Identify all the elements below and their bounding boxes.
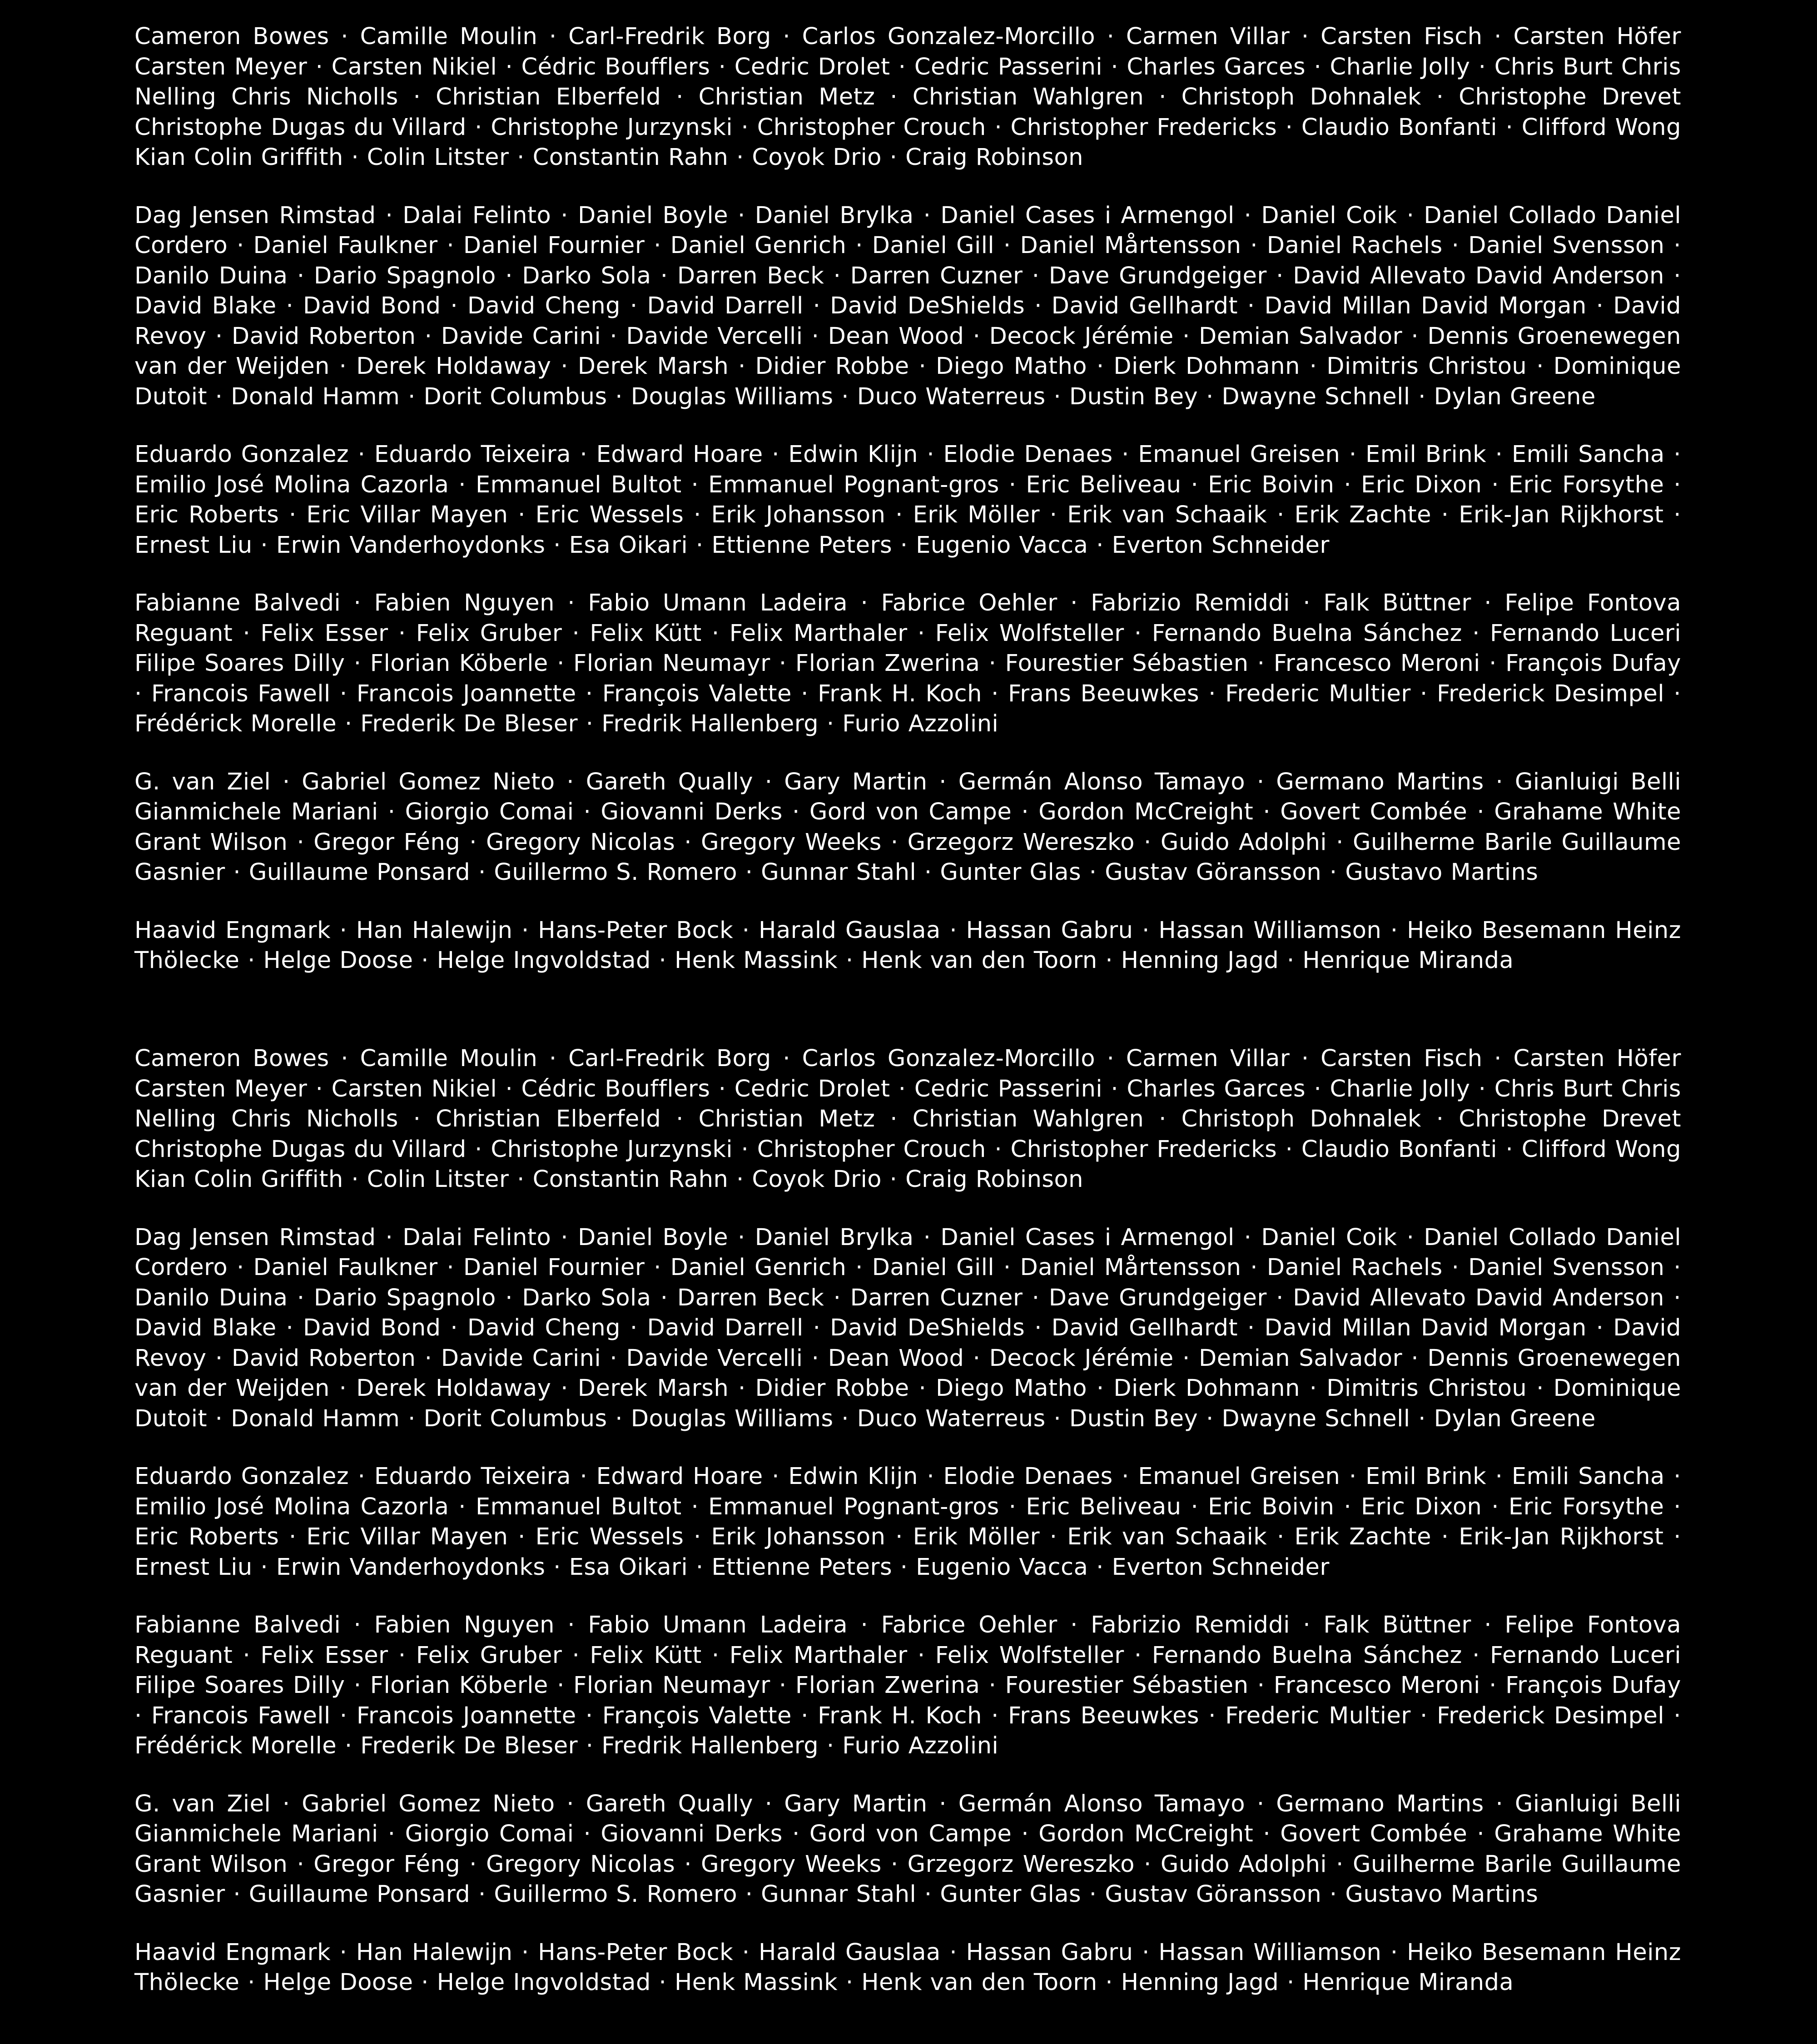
credits-panel-top [0, 0, 1817, 1015]
credits-block-d: Dag Jensen Rimstad · Dalai Felinto · Daniel Boyle · Daniel Brylka · Daniel Cases i Armengol · Daniel Coik · Daniel Collado Daniel Cordero · Daniel Faulkner · Daniel Fournier · Daniel Genrich · Daniel Gill · Daniel Mårtensson · Daniel Rachels · Daniel Svensson · Danilo Duina · Dario Spagnolo · Darko Sola · Darren Beck · Darren Cuzner · Dave Grundgeiger · David Allevato David Anderson · David Blake · David Bond · David Cheng · David Darrell · David DeShields · David Gellhardt · David Millan David Morgan · David Revoy · David Roberton · Davide Carini · Davide Vercelli · Dean Wood · Decock Jérémie · Demian Salvador · Dennis Groenewegen van der Weijden · Derek Holdaway · Derek Marsh · Didier Robbe · Diego Matho · Dierk Dohmann · Dimitris Christou · Dominique Dutoit · Donald Hamm · Dorit Columbus · Douglas Williams · Duco Waterreus · Dustin Bey · Dwayne Schnell · Dylan Greene [134, 202, 1681, 410]
credits-block-g: G. van Ziel · Gabriel Gomez Nieto · Gareth Qually · Gary Martin · Germán Alonso Tamayo · Germano Martins · Gianluigi Belli Gianmichele Mariani · Giorgio Comai · Giovanni Derks · Gord von Campe · Gordon McCreight · Govert Combée · Grahame White Grant Wilson · Gregor Féng · Gregory Nicolas · Gregory Weeks · Grzegorz Wereszko · Guido Adolphi · Guilherme Barile Guillaume Gasnier · Guillaume Ponsard · Guillermo S. Romero · Gunnar Stahl · Gunter Glas · Gustav Göransson · Gustavo Martins [134, 1790, 1681, 1908]
credits-block-c: Cameron Bowes · Camille Moulin · Carl-Fredrik Borg · Carlos Gonzalez-Morcillo · Carmen Villar · Carsten Fisch · Carsten Höfer Carsten Meyer · Carsten Nikiel · Cédric Boufflers · Cedric Drolet · Cedric Passerini · Charles Garces · Charlie Jolly · Chris Burt Chris Nelling Chris Nicholls · Christian Elberfeld · Christian Metz · Christian Wahlgren · Christoph Dohnalek · Christophe Drevet Christophe Dugas du Villard · Christophe Jurzynski · Christopher Crouch · Christopher Fredericks · Claudio Bonfanti · Clifford Wong Kian Colin Griffith · Colin Litster · Constantin Rahn · Coyok Drio · Craig Robinson [134, 23, 1681, 171]
credits-list [134, 22, 1681, 1004]
credits-block-g: G. van Ziel · Gabriel Gomez Nieto · Gareth Qually · Gary Martin · Germán Alonso Tamayo · Germano Martins · Gianluigi Belli Gianmichele Mariani · Giorgio Comai · Giovanni Derks · Gord von Campe · Gordon McCreight · Govert Combée · Grahame White Grant Wilson · Gregor Féng · Gregory Nicolas · Gregory Weeks · Grzegorz Wereszko · Guido Adolphi · Guilherme Barile Guillaume Gasnier · Guillaume Ponsard · Guillermo S. Romero · Gunnar Stahl · Gunter Glas · Gustav Göransson · Gustavo Martins [134, 768, 1681, 886]
credits-block-h: Haavid Engmark · Han Halewijn · Hans-Peter Bock · Harald Gauslaa · Hassan Gabru · Hassan Williamson · Heiko Besemann Heinz Thölecke · Helge Doose · Helge Ingvoldstad · Henk Massink · Henk van den Toorn · Henning Jagd · Henrique Miranda [134, 917, 1681, 974]
credits-block-e: Eduardo Gonzalez · Eduardo Teixeira · Edward Hoare · Edwin Klijn · Elodie Denaes · Emanuel Greisen · Emil Brink · Emili Sancha · Emilio José Molina Cazorla · Emmanuel Bultot · Emmanuel Pognant-gros · Eric Beliveau · Eric Boivin · Eric Dixon · Eric Forsythe · Eric Roberts · Eric Villar Mayen · Eric Wessels · Erik Johansson · Erik Möller · Erik van Schaaik · Erik Zachte · Erik-Jan Rijkhorst · Ernest Liu · Erwin Vanderhoydonks · Esa Oikari · Ettienne Peters · Eugenio Vacca · Everton Schneider [134, 441, 1681, 559]
credits-block-e: Eduardo Gonzalez · Eduardo Teixeira · Edward Hoare · Edwin Klijn · Elodie Denaes · Emanuel Greisen · Emil Brink · Emili Sancha · Emilio José Molina Cazorla · Emmanuel Bultot · Emmanuel Pognant-gros · Eric Beliveau · Eric Boivin · Eric Dixon · Eric Forsythe · Eric Roberts · Eric Villar Mayen · Eric Wessels · Erik Johansson · Erik Möller · Erik van Schaaik · Erik Zachte · Erik-Jan Rijkhorst · Ernest Liu · Erwin Vanderhoydonks · Esa Oikari · Ettienne Peters · Eugenio Vacca · Everton Schneider [134, 1463, 1681, 1581]
credits-panel-bottom [0, 1022, 1817, 2037]
credits-list [134, 1044, 1681, 2026]
credits-block-h: Haavid Engmark · Han Halewijn · Hans-Peter Bock · Harald Gauslaa · Hassan Gabru · Hassan Williamson · Heiko Besemann Heinz Thölecke · Helge Doose · Helge Ingvoldstad · Henk Massink · Henk van den Toorn · Henning Jagd · Henrique Miranda [134, 1939, 1681, 1996]
credits-block-d: Dag Jensen Rimstad · Dalai Felinto · Daniel Boyle · Daniel Brylka · Daniel Cases i Armengol · Daniel Coik · Daniel Collado Daniel Cordero · Daniel Faulkner · Daniel Fournier · Daniel Genrich · Daniel Gill · Daniel Mårtensson · Daniel Rachels · Daniel Svensson · Danilo Duina · Dario Spagnolo · Darko Sola · Darren Beck · Darren Cuzner · Dave Grundgeiger · David Allevato David Anderson · David Blake · David Bond · David Cheng · David Darrell · David DeShields · David Gellhardt · David Millan David Morgan · David Revoy · David Roberton · Davide Carini · Davide Vercelli · Dean Wood · Decock Jérémie · Demian Salvador · Dennis Groenewegen van der Weijden · Derek Holdaway · Derek Marsh · Didier Robbe · Diego Matho · Dierk Dohmann · Dimitris Christou · Dominique Dutoit · Donald Hamm · Dorit Columbus · Douglas Williams · Duco Waterreus · Dustin Bey · Dwayne Schnell · Dylan Greene [134, 1224, 1681, 1432]
credits-block-f: Fabianne Balvedi · Fabien Nguyen · Fabio Umann Ladeira · Fabrice Oehler · Fabrizio Remiddi · Falk Büttner · Felipe Fontova Reguant · Felix Esser · Felix Gruber · Felix Kütt · Felix Marthaler · Felix Wolfsteller · Fernando Buelna Sánchez · Fernando Luceri Filipe Soares Dilly · Florian Köberle · Florian Neumayr · Florian Zwerina · Fourestier Sébastien · Francesco Meroni · François Dufay · Francois Fawell · Francois Joannette · François Valette · Frank H. Koch · Frans Beeuwkes · Frederic Multier · Frederick Desimpel · Frédérick Morelle · Frederik De Bleser · Fredrik Hallenberg · Furio Azzolini [134, 1612, 1681, 1759]
credits-block-f: Fabianne Balvedi · Fabien Nguyen · Fabio Umann Ladeira · Fabrice Oehler · Fabrizio Remiddi · Falk Büttner · Felipe Fontova Reguant · Felix Esser · Felix Gruber · Felix Kütt · Felix Marthaler · Felix Wolfsteller · Fernando Buelna Sánchez · Fernando Luceri Filipe Soares Dilly · Florian Köberle · Florian Neumayr · Florian Zwerina · Fourestier Sébastien · Francesco Meroni · François Dufay · Francois Fawell · Francois Joannette · François Valette · Frank H. Koch · Frans Beeuwkes · Frederic Multier · Frederick Desimpel · Frédérick Morelle · Frederik De Bleser · Fredrik Hallenberg · Furio Azzolini [134, 590, 1681, 737]
credits-block-c: Cameron Bowes · Camille Moulin · Carl-Fredrik Borg · Carlos Gonzalez-Morcillo · Carmen Villar · Carsten Fisch · Carsten Höfer Carsten Meyer · Carsten Nikiel · Cédric Boufflers · Cedric Drolet · Cedric Passerini · Charles Garces · Charlie Jolly · Chris Burt Chris Nelling Chris Nicholls · Christian Elberfeld · Christian Metz · Christian Wahlgren · Christoph Dohnalek · Christophe Drevet Christophe Dugas du Villard · Christophe Jurzynski · Christopher Crouch · Christopher Fredericks · Claudio Bonfanti · Clifford Wong Kian Colin Griffith · Colin Litster · Constantin Rahn · Coyok Drio · Craig Robinson [134, 1045, 1681, 1193]
